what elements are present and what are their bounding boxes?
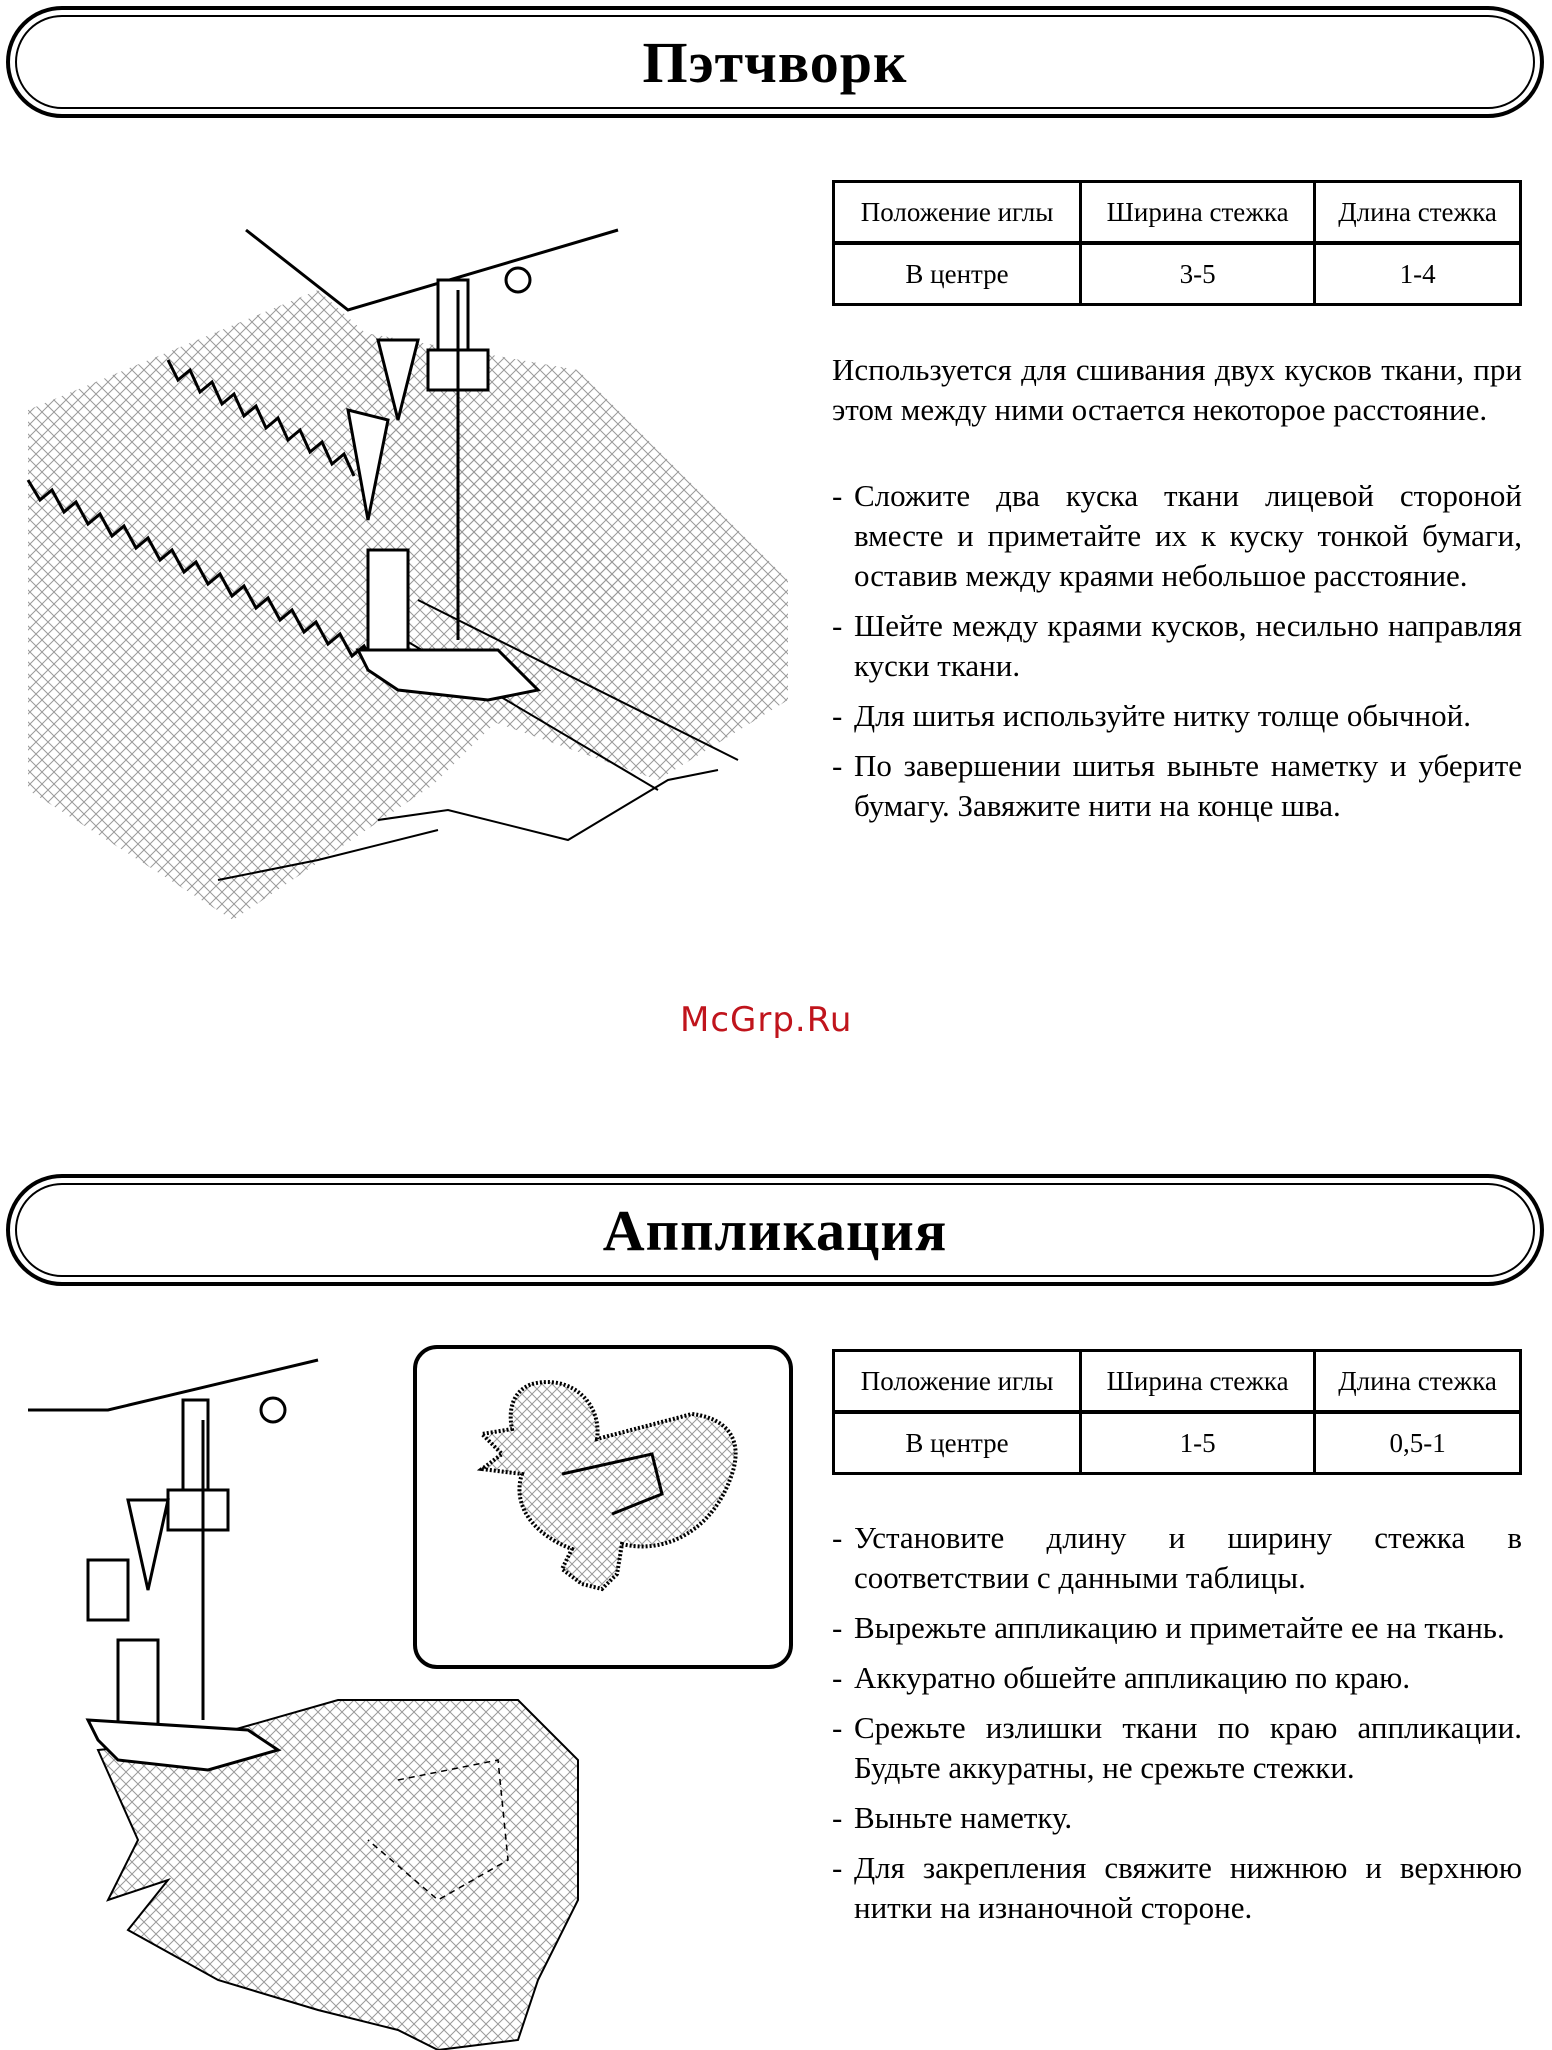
list-item: - Выньте наметку. — [832, 1798, 1522, 1838]
header-stitch-width: Ширина стежка — [1081, 182, 1315, 244]
value-stitch-length: 0,5-1 — [1315, 1412, 1521, 1474]
header-stitch-width: Ширина стежка — [1081, 1351, 1315, 1413]
value-stitch-length: 1-4 — [1315, 243, 1521, 305]
value-needle-position: В центре — [834, 243, 1081, 305]
list-item: - Шейте между краями кусков, несильно направляя куски ткани. — [832, 606, 1522, 686]
list-item: - По завершении шитья выньте наметку и уберите бумагу. Завяжите нити на конце шва. — [832, 746, 1522, 826]
list-item: - Для закрепления свяжите нижнюю и верхнюю нитки на изнаночной стороне. — [832, 1848, 1522, 1928]
list-item: - Для шитья используйте нитку толще обычной. — [832, 696, 1522, 736]
header-needle-position: Положение иглы — [834, 1351, 1081, 1413]
patchwork-illustration — [18, 220, 818, 960]
header-stitch-length: Длина стежка — [1315, 1351, 1521, 1413]
list-item: - Срежьте излишки ткани по краю аппликации. Будьте аккуратны, не срежьте стежки. — [832, 1708, 1522, 1788]
watermark: McGrp.Ru — [680, 1000, 853, 1040]
list-item: - Сложите два куска ткани лицевой стороной вместе и приметайте их к куску тонкой бумаги, оставив между краями небольшое расстояние. — [832, 476, 1522, 596]
list-item: - Аккуратно обшейте аппликацию по краю. — [832, 1658, 1522, 1698]
applique-text — [832, 1518, 1522, 1938]
header-needle-position: Положение иглы — [834, 182, 1081, 244]
value-needle-position: В центре — [834, 1412, 1081, 1474]
list-item: - Установите длину и ширину стежка в соответствии с данными таблицы. — [832, 1518, 1522, 1598]
applique-steps — [832, 1518, 1522, 1928]
applique-settings-table — [832, 1349, 1522, 1475]
patchwork-steps — [832, 476, 1522, 826]
patchwork-text — [832, 350, 1522, 836]
presser-foot — [88, 1398, 285, 1770]
patchwork-title-banner — [6, 6, 1544, 118]
patchwork-intro: Используется для сшивания двух кусков ткани, при этом между ними остается некоторое расстояние. — [832, 352, 1522, 427]
value-stitch-width: 1-5 — [1081, 1412, 1315, 1474]
applique-chick-example — [412, 1344, 794, 1670]
list-item: - Вырежьте аппликацию и приметайте ее на ткань. — [832, 1608, 1522, 1648]
patchwork-title: Пэтчворк — [642, 29, 908, 95]
applique-title-banner — [6, 1174, 1544, 1286]
value-stitch-width: 3-5 — [1081, 243, 1315, 305]
patchwork-settings-table — [832, 180, 1522, 306]
header-stitch-length: Длина стежка — [1315, 182, 1521, 244]
applique-title: Аппликация — [602, 1197, 948, 1263]
